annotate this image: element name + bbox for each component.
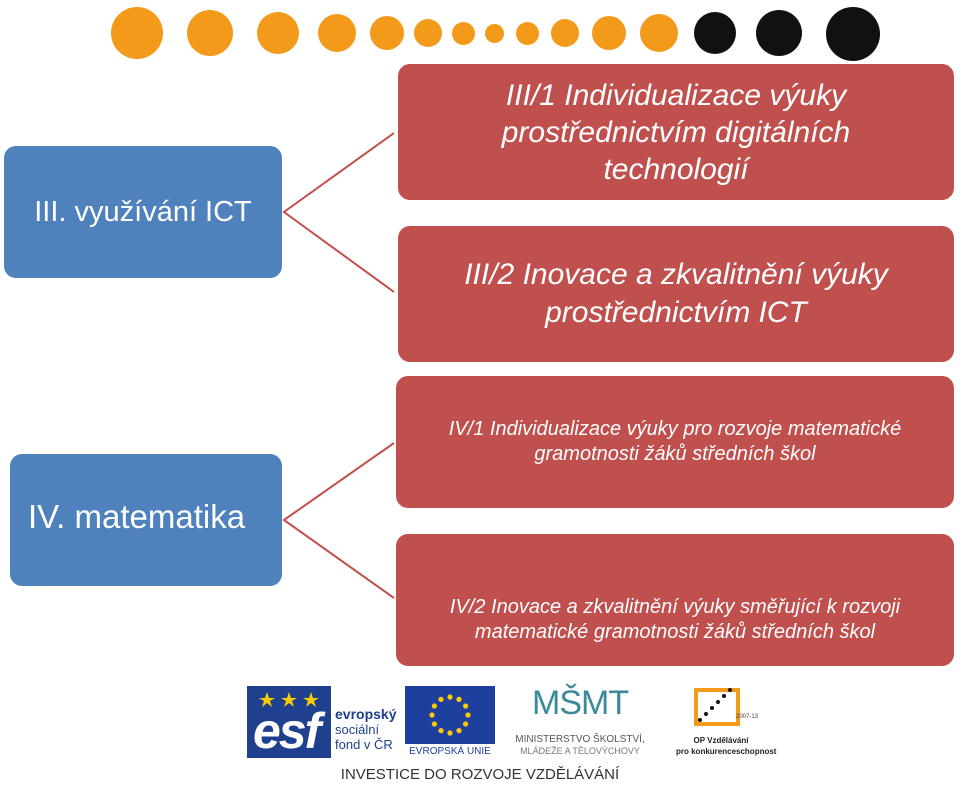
op-line-1: OP Vzdělávání: [693, 736, 749, 745]
op-years: 2007-13: [736, 714, 759, 720]
category-box-ict: [4, 146, 282, 278]
esf-logo: [247, 686, 397, 758]
eu-stars-icon: [405, 686, 495, 744]
connector-line: [284, 133, 394, 292]
connector-line: [284, 443, 394, 598]
category-label: III. využívání ICT: [34, 195, 252, 228]
category-label: IV. matematika: [28, 498, 246, 535]
item-box-iv-1: [396, 376, 954, 508]
item-text: IV/1 Individualizace výuky pro rozvoje matematické gramotnosti žáků středních škol: [448, 418, 902, 465]
eu-logo: [405, 686, 495, 758]
item-box-iii-2: [398, 226, 954, 362]
op-square-icon: [690, 684, 746, 732]
esf-line-2: sociální: [335, 722, 380, 737]
esf-line-1: evropský: [335, 706, 397, 722]
item-text: III/2 Inovace a zkvalitnění výuky prostřednictvím ICT: [464, 258, 888, 329]
category-box-math: [10, 454, 282, 586]
msmt-line-2: MLÁDEŽE A TĚLOVÝCHOVY: [520, 746, 640, 756]
op-line-2: pro konkurenceschopnost: [676, 747, 777, 756]
esf-line-3: fond v ČR: [335, 737, 393, 752]
item-box-iv-2: [396, 534, 954, 666]
item-text: III/1 Individualizace výuky prostřednictvím digitálních technologií: [501, 78, 851, 186]
msmt-line-1: MINISTERSTVO ŠKOLSTVÍ,: [515, 734, 645, 745]
item-box-iii-1: [398, 64, 954, 200]
op-logo: [676, 684, 777, 762]
msmt-logo: [500, 684, 660, 760]
eu-label: EVROPSKÁ UNIE: [409, 746, 491, 757]
msmt-mark: MŠMT: [532, 684, 629, 722]
footer-tagline: INVESTICE DO ROZVOJE VZDĚLÁVÁNÍ: [340, 766, 620, 783]
esf-wordmark: esf: [253, 703, 320, 759]
item-text: IV/2 Inovace a zkvalitnění výuky směřující k rozvoji matematické gramotnosti žáků středních škol: [449, 596, 901, 643]
